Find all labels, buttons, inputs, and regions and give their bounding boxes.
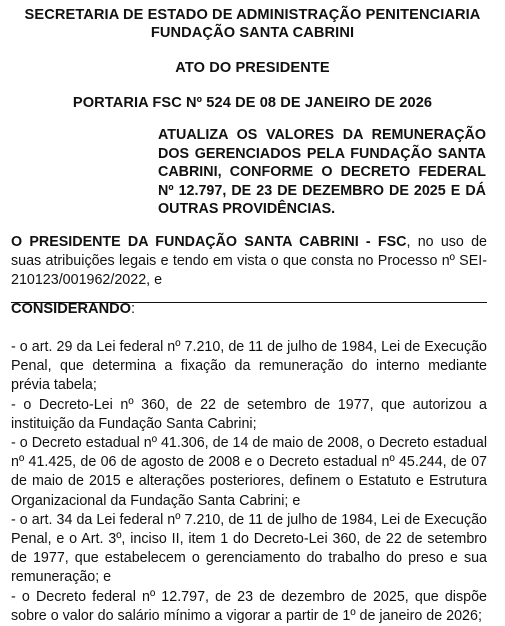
considering-title: CONSIDERANDO bbox=[11, 301, 131, 317]
preamble bbox=[11, 233, 487, 290]
preamble-text: , no uso de suas atribuições legais e tendo em vista o que consta no Processo nº SEI-210123/001962/2022, e bbox=[11, 234, 488, 288]
header-secretariat: SECRETARIA DE ESTADO DE ADMINISTRAÇÃO PENITENCIARIA bbox=[24, 7, 481, 23]
considering-item: - o Decreto-Lei nº 360, de 22 de setembro de 1977, que autorizou a instituição da Fundação Santa Cabrini; bbox=[11, 396, 487, 432]
considering-list bbox=[11, 338, 487, 626]
considering-item: - o art. 29 da Lei federal nº 7.210, de 11 de julho de 1984, Lei de Execução Penal, que determina a fixação da remuneração do interno mediante prévia tabela; bbox=[11, 339, 487, 394]
ordinance-summary: ATUALIZA OS VALORES DA REMUNERAÇÃO DOS GERENCIADOS PELA FUNDAÇÃO SANTA CABRINI, CONFORME O DECRETO FEDERAL Nº 12.797, DE 23 DE DEZEMBRO DE 2025 E DÁ OUTRAS PROVIDÊNCIAS. bbox=[158, 127, 486, 217]
header-foundation: FUNDAÇÃO SANTA CABRINI bbox=[150, 25, 355, 41]
considering-item: - o Decreto federal nº 12.797, de 23 de dezembro de 2025, que dispõe sobre o valor do salário mínimo a vigorar a partir de 1º de janeiro de 2026; bbox=[11, 588, 487, 624]
considering-item: - o art. 34 da Lei federal nº 7.210, de 11 de julho de 1984, Lei de Execução Penal, e o Art. 3º, inciso II, item 1 do Decreto-Lei 360, de 22 de setembro de 1977, que estabelecem o gerenciamento do trabalho do preso e sua remuneração; e bbox=[11, 511, 487, 586]
considering-colon: : bbox=[131, 301, 136, 317]
considering-item: - o Decreto estadual nº 41.306, de 14 de maio de 2008, o Decreto estadual nº 41.425, de 06 de agosto de 2008 e o Decreto estadual nº 45.244, de 07 de maio de 2015 e alterações posteriores, definem o Estatuto e Estrutura Organizacional da Fundação Santa Cabrini; e bbox=[11, 435, 487, 509]
act-title: ATO DO PRESIDENTE bbox=[175, 60, 330, 76]
preamble-authority: O PRESIDENTE DA FUNDAÇÃO SANTA CABRINI - FSC bbox=[11, 234, 407, 250]
section-divider bbox=[11, 302, 487, 303]
ordinance-title: PORTARIA FSC Nº 524 DE 08 DE JANEIRO DE 2026 bbox=[72, 95, 433, 111]
